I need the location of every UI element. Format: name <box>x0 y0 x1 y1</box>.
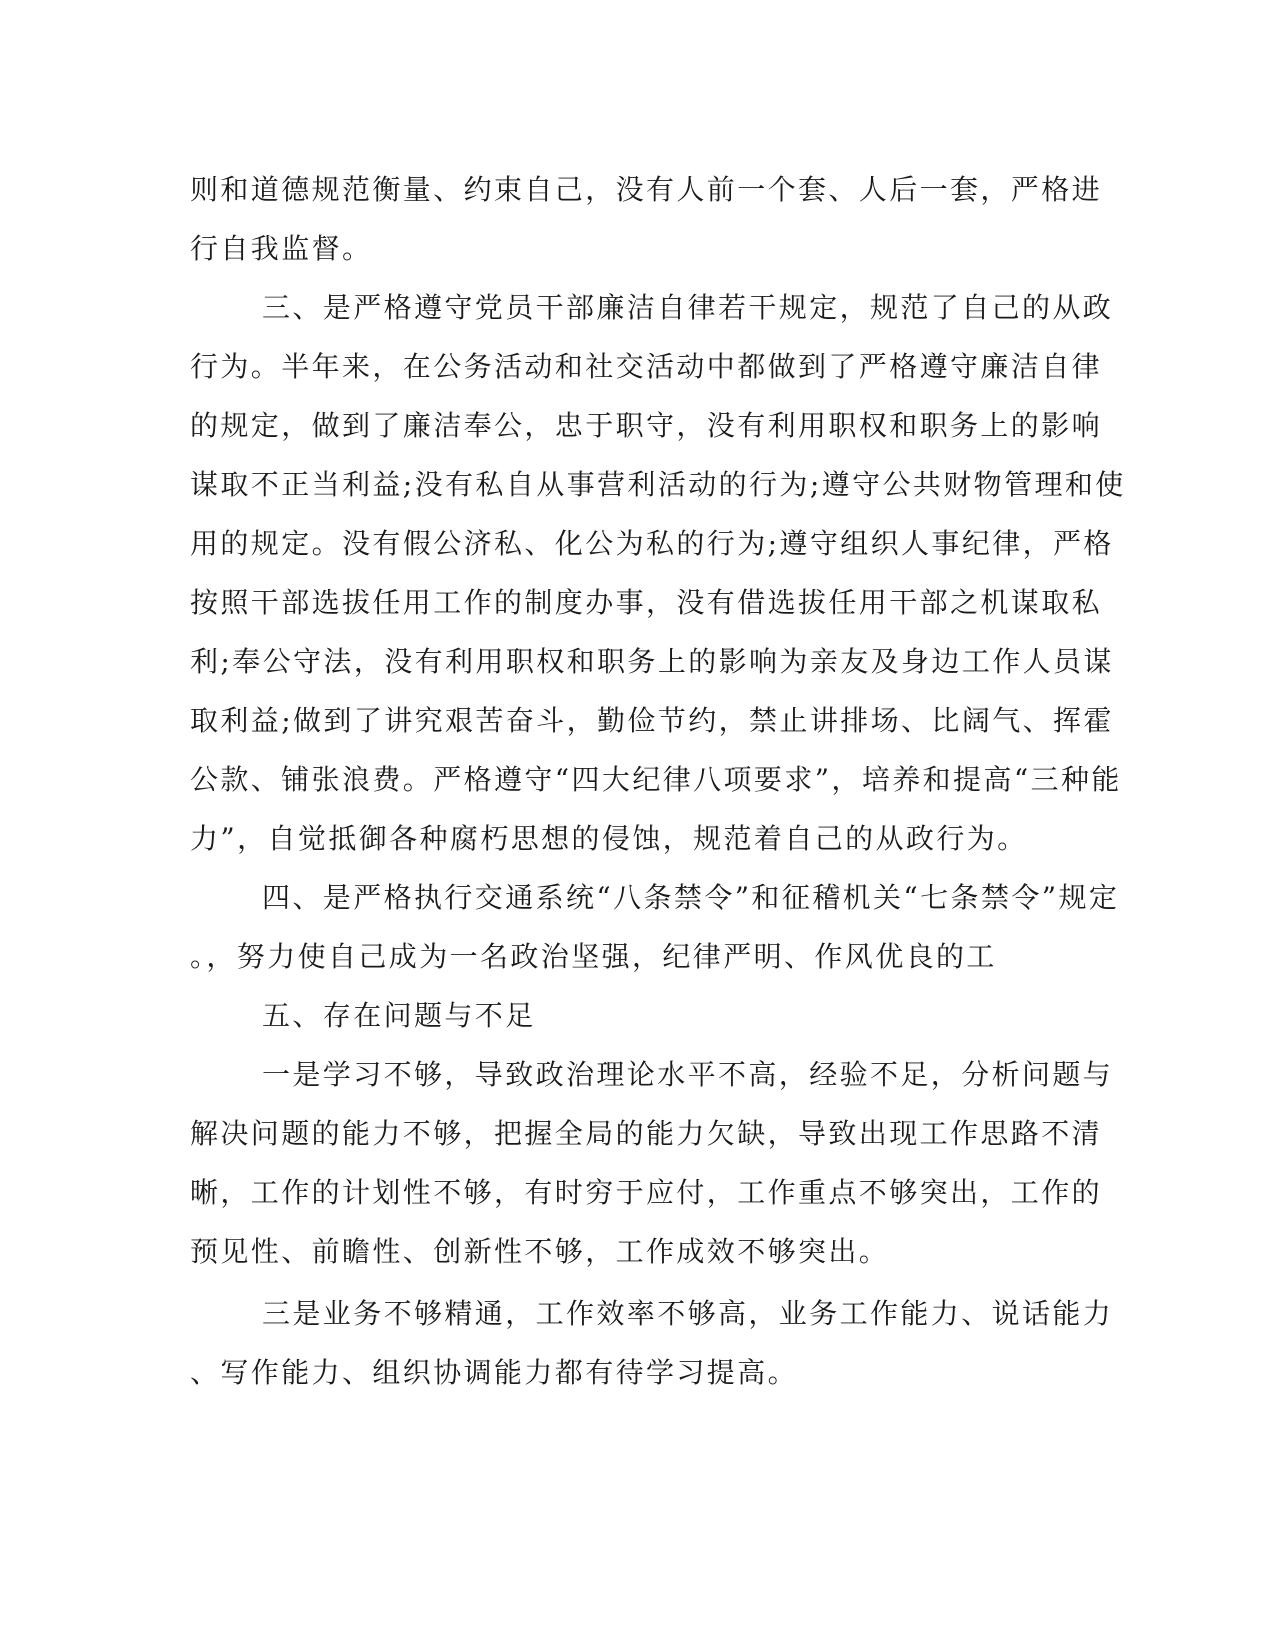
section-heading: 五、存在问题与不足 <box>262 999 536 1032</box>
text-line: 行为。半年来，在公务活动和社交活动中都做到了严格遵守廉洁自律 <box>190 350 1103 383</box>
text-line: 谋取不正当利益;没有私自从事营利活动的行为;遵守公共财物管理和使 <box>190 468 1126 501</box>
text-line: 按照干部选拔任用工作的制度办事，没有借选拔任用干部之机谋取私 <box>190 586 1103 619</box>
text-line: 行自我监督。 <box>190 232 373 265</box>
document-body <box>190 160 1126 1402</box>
text-line: 利;奉公守法，没有利用职权和职务上的影响为亲友及身边工作人员谋 <box>190 645 1114 678</box>
text-line: 用的规定。没有假公济私、化公为私的行为;遵守组织人事纪律，严格 <box>190 527 1114 560</box>
text-line: 力”，自觉抵御各种腐朽思想的侵蚀，规范着自己的从政行为。 <box>190 822 1028 855</box>
text-line: 晰，工作的计划性不够，有时穷于应付，工作重点不够突出，工作的 <box>190 1176 1103 1209</box>
text-line: 公款、铺张浪费。严格遵守“四大纪律八项要求”，培养和提高“三种能 <box>190 763 1122 796</box>
text-line: 取利益;做到了讲究艰苦奋斗，勤俭节约，禁止讲排场、比阔气、挥霍 <box>190 704 1114 737</box>
text-line: 预见性、前瞻性、创新性不够，工作成效不够突出。 <box>190 1235 890 1268</box>
text-line: 。，努力使自己成为一名政治坚强，纪律严明、作风优良的工 <box>190 940 997 973</box>
paragraph-start-line: 三是业务不够精通，工作效率不够高，业务工作能力、说话能力 <box>262 1297 1114 1330</box>
paragraph-start-line: 四、是严格执行交通系统“八条禁令”和征稽机关“七条禁令”规定 <box>262 881 1120 914</box>
text-line: 的规定，做到了廉洁奉公，忠于职守，没有利用职权和职务上的影响 <box>190 409 1103 442</box>
text-line: 解决问题的能力不够，把握全局的能力欠缺，导致出现工作思路不清 <box>190 1117 1103 1150</box>
paragraph-start-line: 一是学习不够，导致政治理论水平不高，经验不足，分析问题与 <box>262 1058 1114 1091</box>
text-line: 则和道德规范衡量、约束自己，没有人前一个套、人后一套，严格进 <box>190 173 1103 206</box>
text-line: 、写作能力、组织协调能力都有待学习提高。 <box>190 1356 799 1389</box>
paragraph-start-line: 三、是严格遵守党员干部廉洁自律若干规定，规范了自己的从政 <box>262 291 1114 324</box>
